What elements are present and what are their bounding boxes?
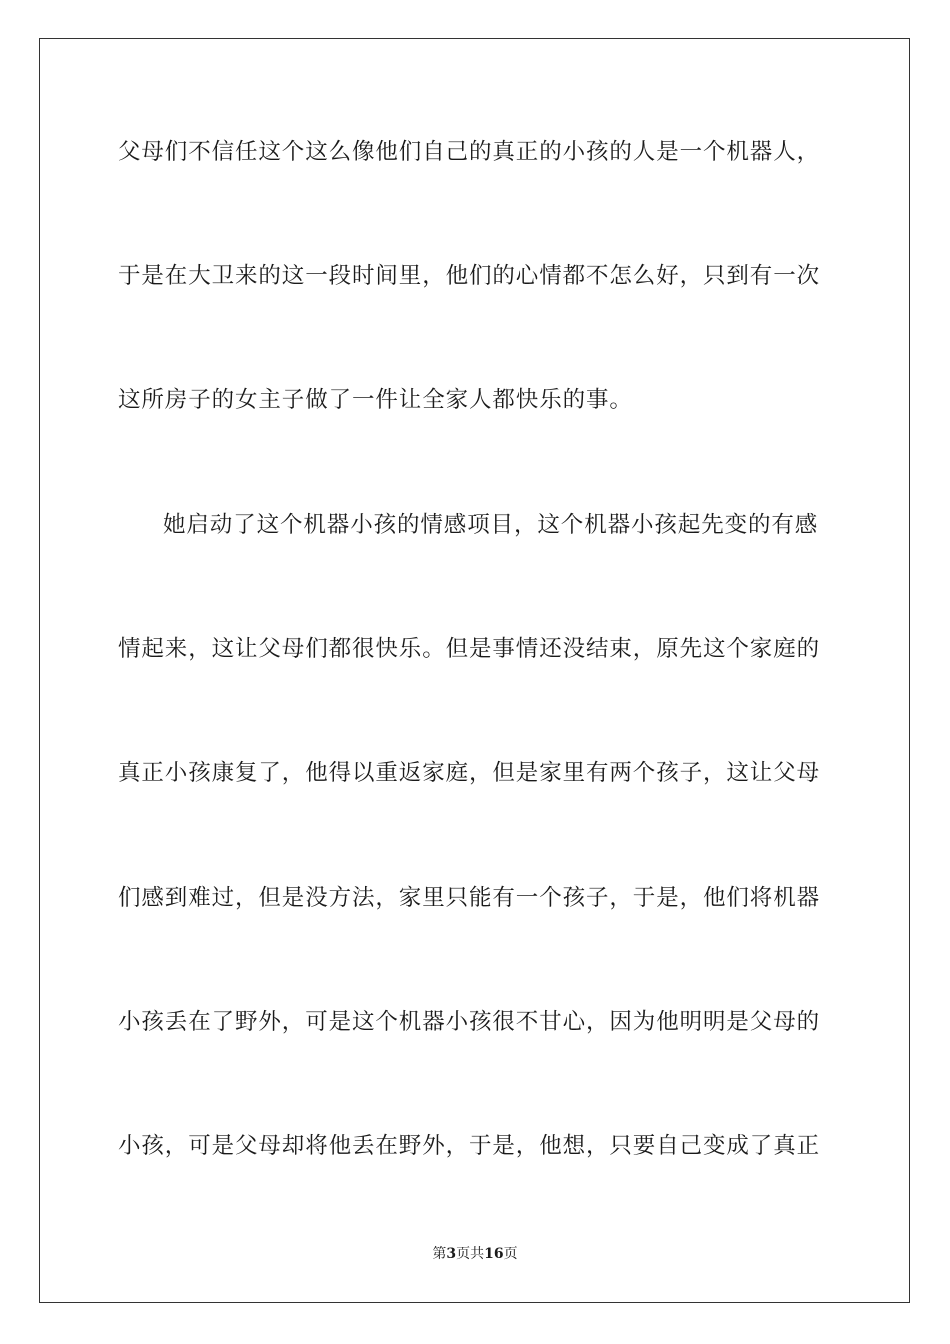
total-suffix: 页	[503, 1246, 518, 1262]
paragraph-line-1: 父母们不信任这个这么像他们自己的真正的小孩的人是一个机器人，	[118, 139, 821, 165]
paragraph-line-7: 们感到难过，但是没方法，家里只能有一个孩子，于是，他们将机器	[118, 885, 821, 911]
paragraph-line-8: 小孩丢在了野外，可是这个机器小孩很不甘心，因为他明明是父母的	[118, 1009, 821, 1035]
page-suffix: 页	[456, 1246, 471, 1262]
paragraph-line-6: 真正小孩康复了，他得以重返家庭，但是家里有两个孩子，这让父母	[118, 760, 821, 786]
page-footer	[0, 1244, 950, 1264]
page-number: 3	[446, 1246, 457, 1262]
paragraph-line-4: 她启动了这个机器小孩的情感项目，这个机器小孩起先变的有感	[163, 512, 819, 538]
page-border	[39, 38, 910, 1303]
paragraph-line-2: 于是在大卫来的这一段时间里，他们的心情都不怎么好，只到有一次	[118, 263, 821, 289]
paragraph-line-5: 情起来，这让父母们都很快乐。但是事情还没结束，原先这个家庭的	[118, 636, 821, 662]
paragraph-line-3: 这所房子的女主子做了一件让全家人都快乐的事。	[118, 387, 633, 413]
page-prefix: 第	[432, 1246, 447, 1262]
total-prefix: 共	[470, 1246, 485, 1262]
total-pages: 16	[484, 1246, 504, 1262]
paragraph-line-9: 小孩，可是父母却将他丢在野外，于是，他想，只要自己变成了真正	[118, 1133, 821, 1159]
